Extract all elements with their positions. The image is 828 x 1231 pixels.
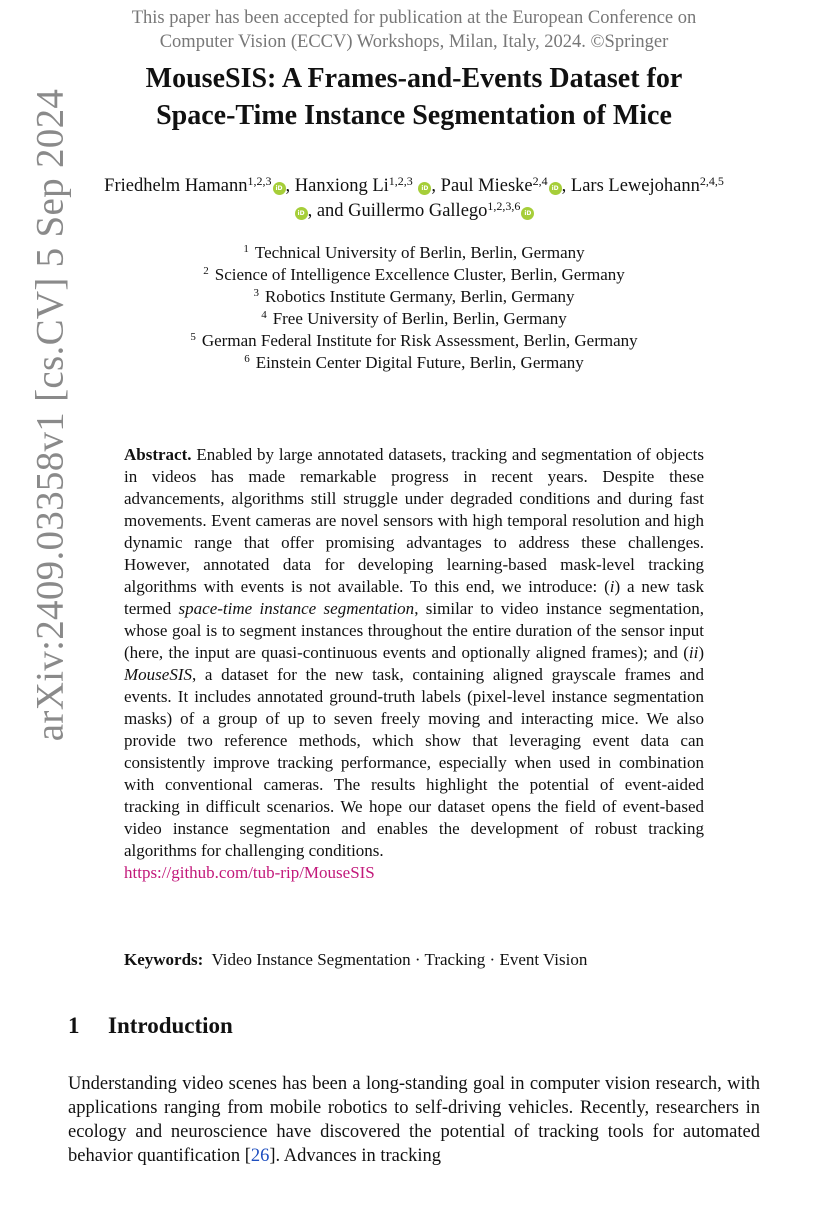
author-name: Paul Mieske: [440, 176, 533, 196]
affiliation-number: 2: [203, 265, 209, 277]
author-affil-sup: 2,4,5: [699, 174, 724, 188]
abstract-enum: ii: [688, 643, 699, 662]
section-heading: [68, 1013, 233, 1039]
title-line-1: MouseSIS: A Frames-and-Events Dataset for: [145, 63, 683, 94]
notice-line-1: This paper has been accepted for publication at the European Conference on: [131, 8, 697, 28]
orcid-icon[interactable]: iD: [418, 182, 431, 195]
affiliation-text: Einstein Center Digital Future, Berlin, Germany: [255, 353, 584, 372]
affiliation: [100, 264, 728, 286]
dataset-name: MouseSIS: [124, 665, 192, 684]
affiliation: [100, 242, 728, 264]
affiliation-number: 6: [244, 353, 250, 365]
abstract: [124, 444, 704, 884]
paper-title: [70, 60, 758, 134]
author-affil-sup: 1,2,3,6: [487, 199, 521, 213]
keywords-label: Keywords:: [124, 950, 204, 969]
author-list: Friedhelm Hamann$^{1,2,3}$iD , Hanxiong Li$^{1,2,3}$ iD , Paul Mieske$^{2,4}$iD , Lars Lewejohann$^{2,4,5}$iD , and Guillermo Gallego$^{1,2,3,6}$iD: [104, 174, 724, 221]
affiliation-number: 4: [261, 309, 267, 321]
citation-link[interactable]: 26: [250, 1146, 270, 1166]
affiliation-number: 5: [190, 331, 196, 343]
abstract-text: , a dataset for the new task, containing aligned grayscale frames and events. It includes annotated ground-truth labels (pixel-level instance segmentation masks) of a group of up to seven freely moving and interacting mice. We also provide two reference methods, which show that leveraging event data can consistently improve tracking performance, especially when used in combination with conventional cameras. The results highlight the potential of event-aided tracking in difficult scenarios. We hope our dataset opens the field of event-based video instance segmentation and enables the development of robust tracking algorithms for challenging conditions.: [124, 665, 704, 860]
author-name: Hanxiong Li: [294, 176, 389, 196]
abstract-text: ) a new task termed: [124, 577, 705, 618]
author-name: Guillermo Gallego: [348, 201, 488, 221]
affiliation-text: Free University of Berlin, Berlin, Germany: [272, 309, 567, 328]
affiliation: [100, 330, 728, 352]
keywords: [124, 949, 724, 971]
affiliation: [100, 286, 728, 308]
abstract-label: Abstract.: [124, 445, 192, 464]
orcid-icon[interactable]: iD: [521, 207, 534, 220]
abstract-enum: i: [609, 577, 615, 596]
affiliation-number: 1: [243, 243, 249, 255]
introduction-paragraph: [68, 1072, 760, 1168]
author-name: Friedhelm Hamann: [104, 176, 248, 196]
orcid-icon[interactable]: iD: [295, 207, 308, 220]
github-link[interactable]: https://github.com/tub-rip/MouseSIS: [124, 863, 375, 882]
abstract-text: Enabled by large annotated datasets, tracking and segmentation of objects in videos has made remarkable progress in recent years. Despite these advancements, algorithms still struggle under degraded conditions and during fast movements. Event cameras are novel sensors with high temporal resolution and high dynamic range that offer promising advantages to address these challenges. However, annotated data for developing learning-based mask-level tracking algorithms with events is not available. To this end, we introduce: (: [124, 445, 704, 596]
affiliation-text: German Federal Institute for Risk Assessment, Berlin, Germany: [201, 331, 638, 350]
arxiv-identifier-text: arXiv:2409.03358v1 [cs.CV] 5 Sep 2024: [28, 88, 72, 742]
intro-text: Understanding video scenes has been a long-standing goal in computer vision research, with applications ranging from mobile robotics to self-driving vehicles. Recently, researchers in ecology and neuroscience have discovered the potential of tracking tools for automated behavior quantification [: [68, 1074, 760, 1166]
title-line-2: Space-Time Instance Segmentation of Mice: [156, 100, 672, 131]
affiliation: [100, 308, 728, 330]
intro-text: ]. Advances in tracking: [269, 1146, 441, 1166]
publication-notice: [70, 6, 758, 54]
orcid-icon[interactable]: iD: [273, 182, 286, 195]
keywords-list: Video Instance Segmentation · Tracking · Event Vision: [211, 950, 588, 969]
notice-line-2: Computer Vision (ECCV) Workshops, Milan, Italy, 2024. ©Springer: [159, 32, 669, 52]
arxiv-identifier: [0, 55, 100, 775]
authors-conjunction: , and: [307, 201, 349, 221]
author-affil-sup: 1,2,3: [388, 174, 413, 188]
author-name: Lars Lewejohann: [570, 176, 700, 196]
orcid-icon[interactable]: iD: [549, 182, 562, 195]
section-title: Introduction: [108, 1013, 233, 1038]
abstract-term: space-time instance segmentation: [178, 599, 415, 618]
affiliation-text: Science of Intelligence Excellence Cluster, Berlin, Germany: [214, 265, 625, 284]
affiliation-text: Technical University of Berlin, Berlin, Germany: [254, 243, 585, 262]
affiliation-list: [100, 242, 728, 374]
section-number: 1: [68, 1013, 80, 1038]
abstract-text: , similar to video instance segmentation, whose goal is to segment instances throughout the entire duration of the sensor input (here, the input are quasi-continuous events and optionally aligned frames); and (: [124, 599, 704, 662]
author-affil-sup: 1,2,3: [247, 174, 272, 188]
affiliation-text: Robotics Institute Germany, Berlin, Germany: [264, 287, 575, 306]
author-affil-sup: 2,4: [532, 174, 548, 188]
affiliation: [100, 352, 728, 374]
affiliation-number: 3: [253, 287, 259, 299]
abstract-text: ): [698, 643, 704, 662]
